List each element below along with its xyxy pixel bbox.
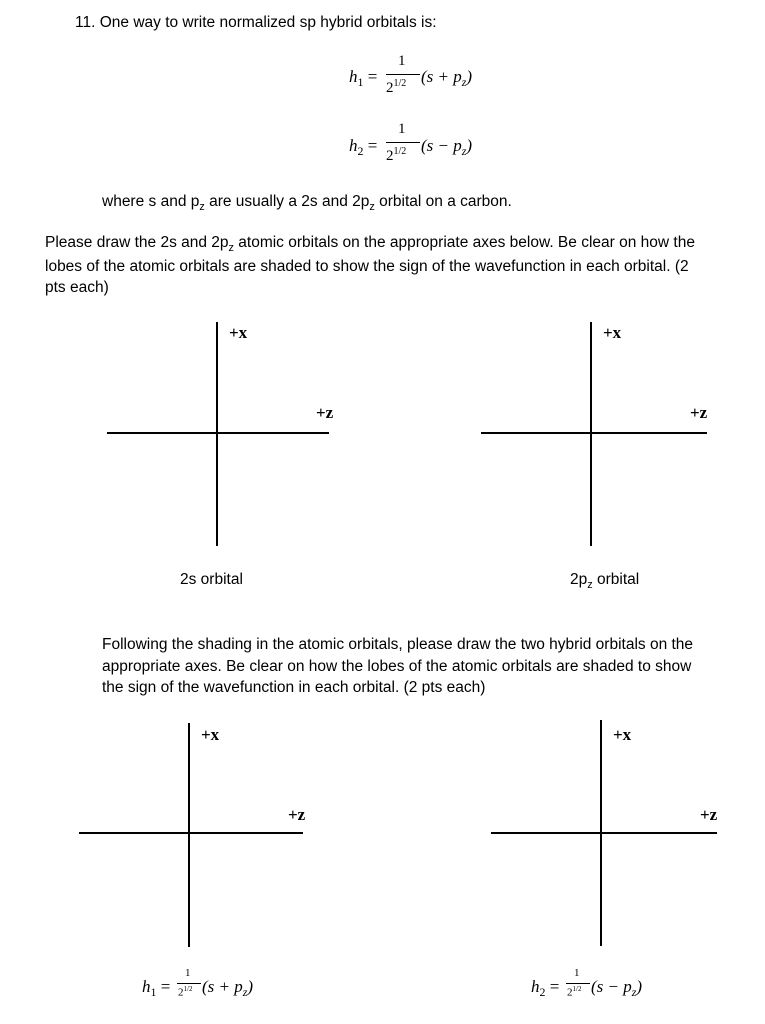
z-axis-label: +z	[700, 805, 718, 824]
x-axis-label: +x	[613, 725, 632, 744]
part1-instructions: Please draw the 2s and $2p_z$ atomic orbitals on the appropriate axes below. Be clear on how the lobes of the atomic orbitals are shaded to show the sign of the wavefunction in each orbital. (2 pts each)	[45, 234, 695, 296]
caption-2s: 2s orbital	[180, 571, 243, 588]
where-text: where s and $p_z$ are usually a 2s and $2p_z$ orbital on a carbon.	[102, 193, 512, 213]
x-axis-label: +x	[201, 725, 220, 744]
question-intro: 11. One way to write normalized sp hybrid orbitals is:	[75, 14, 437, 31]
x-axis-label: +x	[229, 323, 248, 342]
caption-2pz: $2p_z$ orbital	[570, 571, 640, 591]
z-axis-label: +z	[288, 805, 306, 824]
part2-instructions: Following the shading in the atomic orbitals, please draw the two hybrid orbitals on the appropriate axes. Be clear on how the lobes of the atomic orbitals are shaded to show the sign of the wavefunction in each orbital. (2 pts each)	[102, 636, 694, 696]
z-axis-label: +z	[316, 403, 334, 422]
z-axis-label: +z	[690, 403, 708, 422]
x-axis-label: +x	[603, 323, 622, 342]
